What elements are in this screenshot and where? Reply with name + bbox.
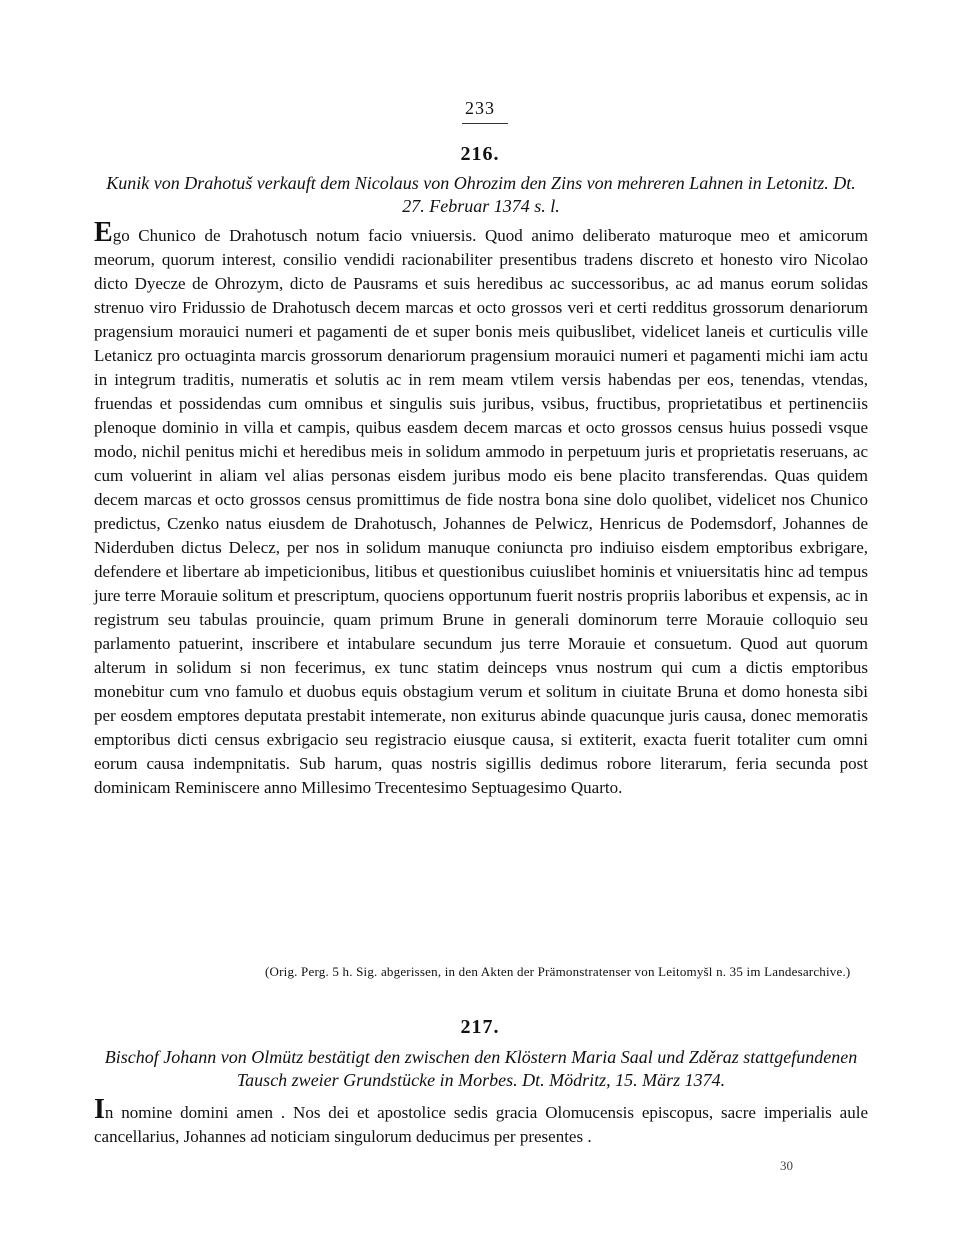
document-text: go Chunico de Drahotusch notum facio vniuersis. Quod animo deliberato maturoque meo et amicorum meorum, quorum interest, consilio vendidi racionabiliter presentibus tradens discreto et honesto viro Nicolao dicto Dyecze de Ohrozym, dicto de Pausrams et suis heredibus ac successoribus, ac ad manus eorum solidas strenuo viro Fridussio de Drahotusch decem marcas et octo grossos veri et certi redditus grossorum denariorum pragensium morauici numeri et pagamenti de et super bonis meis quibuslibet, videlicet laneis et curticulis ville Letanicz pro octuaginta marcis grossorum denariorum pragensium morauici numeri et pagamenti michi iam actu in integrum traditis, numeratis et solutis ac in rem meam vtilem versis habendas per eos, tenendas, vtendas, fruendas et possidendas cum omnibus et singulis suis juribus, vsibus, fructibus, proprietatibus et pertinenciis plenoque dominio in villa et campis, quibus easdem decem marcas et octo grossos census huius possedi vsque modo, nichil penitus michi et heredibus meis in solidum ammodo in perpetuum juris et proprietatis reseruans, ac cum voluerint in aliam vel alias personas eisdem juribus modo eis bene placito transferendas. Quas quidem decem marcas et octo grossos census promittimus de fide nostra bona sine dolo quolibet, videlicet nos Chunico predictus, Czenko natus eiusdem de Drahotusch, Johannes de Pelwicz, Henricus de Podemsdorf, Johannes de Niderduben dictus Delecz, per nos in solidum manuque coniuncta pro indiuiso eisdem emptoribus exbrigare, defendere et libertare ab impeticionibus, litibus et questionibus cuiuslibet hominis et vniuersitatis hinc ad tempus jure terre Morauie solitum et prescriptum, quociens opportunum fuerit nostris propriis laboribus et expensis, ac in registrum seu tabulas prouincie, quam primum Brune in generali dominorum terre Morauie colloquio seu parlamento patuerint, inscribere et intabulare secundum jus terre Morauie et consuetum. Quod aut quorum alterum in solidum si non fecerimus, ex tunc statim deinceps vnus nostrum qui cum a dictis emptoribus monebitur cum vno famulo et duobus equis obstagium verum et solitum in ciuitate Bruna et domo honesta sibi per eosdem emptores deputata prestabit intemerate, non exiturus abinde quacunque juris causa, donec memoratis emptoribus dicti census exbrigacio seu registracio eiusque causa, si extiterit, exacta fuerit totaliter cum omni eorum causa indempnitatis. Sub harum, quas nostris sigillis dedimus robore literarum, feria secunda post dominicam Reminiscere anno Millesimo Trecentesimo Septuagesimo Quarto.: [94, 226, 868, 797]
document-body: [94, 217, 868, 800]
page-number: 233: [465, 98, 495, 118]
document-body: [94, 1094, 868, 1149]
document-text: n nomine domini amen . Nos dei et apostolice sedis gracia Olomucensis episcopus, sacre imperialis aule cancellarius, Johannes ad noticiam singulorum deducimus per presentes .: [94, 1103, 868, 1146]
document-number: 216.: [460, 143, 500, 165]
document-title: Bischof Johann von Olmütz bestätigt den zwischen den Klöstern Maria Saal und Zděraz stattgefundenen Tausch zweier Grundstücke in Morbes. Dt. Mödritz, 15. März 1374.: [104, 1047, 858, 1090]
initial-letter: I: [94, 1094, 105, 1125]
page-number-rule: [462, 123, 508, 124]
catchword: 30: [780, 1158, 793, 1173]
source-note: (Orig. Perg. 5 h. Sig. abgerissen, in den Akten der Prämonstratenser von Leitomyšl n. 35 im Landesarchive.): [265, 964, 851, 979]
initial-letter: E: [94, 217, 113, 248]
document-number: 217.: [460, 1016, 500, 1038]
document-title: Kunik von Drahotuš verkauft dem Nicolaus von Ohrozim den Zins von mehreren Lahnen in Letonitz. Dt. 27. Februar 1374 s. l.: [106, 173, 856, 216]
